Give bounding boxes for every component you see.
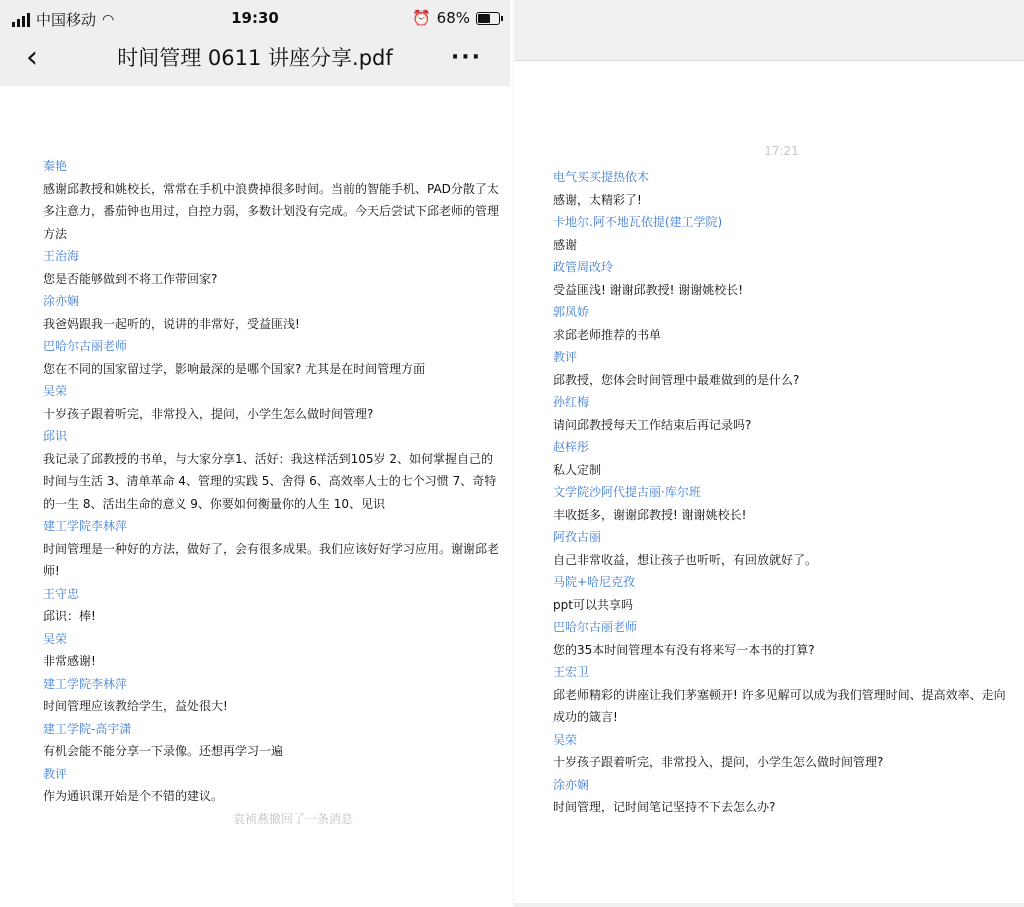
message-text: 我爸妈跟我一起听的，说讲的非常好，受益匪浅! xyxy=(43,316,300,331)
message xyxy=(43,155,503,245)
message xyxy=(43,628,503,673)
message-text: 时间管理应该教给学生，益处很大! xyxy=(43,699,228,713)
message-sender: 电气买买提热依木 xyxy=(553,170,650,184)
message-sender: 吴荣 xyxy=(553,732,578,747)
status-bar xyxy=(0,0,510,36)
status-time: 19:30 xyxy=(231,9,279,27)
message-sender: 王治海 xyxy=(43,249,80,263)
message xyxy=(43,718,503,763)
message-text: 有机会能不能分享一下录像。还想再学习一遍 xyxy=(43,744,284,758)
message-sender: 教评 xyxy=(43,766,68,781)
message-sender: 政管周改玲 xyxy=(553,260,614,274)
message-sender: 卡地尔.阿不地瓦依提(建工学院) xyxy=(553,215,723,229)
message-sender: 巴哈尔古丽老师 xyxy=(553,620,638,634)
message xyxy=(553,571,1015,616)
message-sender: 教评 xyxy=(553,350,578,364)
message xyxy=(553,661,1015,729)
message-text: 邱识：棒! xyxy=(43,609,96,623)
right-message-list xyxy=(553,166,1015,819)
message-sender: 文学院沙阿代提古丽·库尔班 xyxy=(553,485,701,499)
recall-notice: 袁祯燕撤回了一条消息 xyxy=(232,811,353,826)
document-title: 时间管理 0611 讲座分享.pdf xyxy=(117,46,393,70)
message-sender: 王宏卫 xyxy=(553,665,590,679)
message-text: 作为通识课开始是个不错的建议。 xyxy=(43,789,224,803)
wifi-icon: ◠ xyxy=(102,11,115,28)
message xyxy=(553,774,1015,819)
right-screenshot xyxy=(514,0,1024,907)
alarm-icon: ⏰ xyxy=(411,9,431,27)
message xyxy=(553,211,1015,256)
message-sender: 建工学院李林萍 xyxy=(43,676,128,691)
message-sender: 郭凤娇 xyxy=(553,305,590,319)
message-text: 我记录了邱教授的书单，与大家分享1、活好：我这样活到105岁 2、如何掌握自己的时间与生活 3、清单革命 4、管理的实践 5、舍得 6、高效率人士的七个习惯 7、奇特的一生 8、活出生命的意义 9、你要如何衡量你的人生 10、见识 xyxy=(43,451,497,511)
message-sender: 秦艳 xyxy=(43,159,68,173)
message-sender: 马院+哈尼克孜 xyxy=(553,575,636,589)
message xyxy=(553,729,1015,774)
bottom-edge xyxy=(514,903,1024,907)
message-text: 十岁孩子跟着听完，非常投入，提问，小学生怎么做时间管理? xyxy=(553,755,884,769)
message xyxy=(553,256,1015,301)
message-text: 十岁孩子跟着听完，非常投入，提问，小学生怎么做时间管理? xyxy=(43,406,374,421)
message-text: 感谢 xyxy=(553,237,578,252)
message xyxy=(43,673,503,718)
message-text: 受益匪浅! 谢谢邱教授! 谢谢姚校长! xyxy=(553,282,744,297)
battery-percent: 68% xyxy=(436,9,470,27)
message xyxy=(553,346,1015,391)
message xyxy=(553,436,1015,481)
message xyxy=(553,301,1015,346)
left-message-list xyxy=(43,155,503,830)
message xyxy=(43,290,503,335)
message xyxy=(43,380,503,425)
message-sender: 赵梓彤 xyxy=(553,440,590,454)
message-text: 感谢，太精彩了! xyxy=(553,192,642,207)
message xyxy=(43,763,503,808)
message-text: 邱教授，您体会时间管理中最难做到的是什么? xyxy=(553,372,800,387)
message-text: 您的35本时间管理本有没有将来写一本书的打算? xyxy=(553,642,815,657)
message-sender: 王守忠 xyxy=(43,586,80,601)
message xyxy=(43,583,503,628)
message xyxy=(553,391,1015,436)
message-text: 丰收挺多，谢谢邱教授! 谢谢姚校长! xyxy=(553,507,747,522)
message xyxy=(43,515,503,583)
message-sender: 建工学院李林萍 xyxy=(43,519,128,533)
status-right xyxy=(412,9,500,27)
message-text: 私人定制 xyxy=(553,462,602,477)
message-text: 求邱老师推荐的书单 xyxy=(553,327,662,342)
message-text: 非常感谢! xyxy=(43,654,96,668)
message-sender: 建工学院-高宇潇 xyxy=(43,721,132,736)
message-text: 您是否能够做到不将工作带回家? xyxy=(43,271,218,286)
message xyxy=(43,335,503,380)
back-icon[interactable]: ‹ xyxy=(26,40,38,75)
message-text: 邱老师精彩的讲座让我们茅塞顿开! 许多见解可以成为我们管理时间、提高效率、走向成功的箴言! xyxy=(553,687,1006,724)
phone-header xyxy=(0,0,510,86)
message xyxy=(553,481,1015,526)
nav-bar xyxy=(0,36,510,82)
message xyxy=(43,425,503,515)
message xyxy=(553,616,1015,661)
message-text: 您在不同的国家留过学，影响最深的是哪个国家? 尤其是在时间管理方面 xyxy=(43,361,426,376)
message-sender: 吴荣 xyxy=(43,384,68,398)
right-header-area xyxy=(514,0,1024,60)
message-text: 感谢邱教授和姚校长，常常在手机中浪费掉很多时间。当前的智能手机、PAD分散了太多注意力，番茄钟也用过，自控力弱，多数计划没有完成。今天后尝试下邱老师的管理方法 xyxy=(43,181,500,241)
chat-timestamp: 17:21 xyxy=(764,144,799,158)
more-options-icon[interactable]: ··· xyxy=(450,45,482,70)
message-text: ppt可以共享吗 xyxy=(553,597,633,612)
message-text: 自己非常收益，想让孩子也听听，有回放就好了。 xyxy=(553,552,818,567)
message-sender: 吴荣 xyxy=(43,631,68,646)
message-sender: 巴哈尔古丽老师 xyxy=(43,339,128,353)
message xyxy=(43,245,503,290)
message-text: 时间管理是一种好的方法，做好了，会有很多成果。我们应该好好学习应用。谢谢邱老师! xyxy=(43,541,500,578)
carrier-label: 中国移动 xyxy=(36,11,97,29)
divider xyxy=(514,60,1024,61)
battery-icon xyxy=(476,12,500,25)
message-text: 请问邱教授每天工作结束后再记录吗? xyxy=(553,417,752,432)
message xyxy=(553,166,1015,211)
message-sender: 涂亦娴 xyxy=(43,294,80,308)
message-text: 时间管理，记时间笔记坚持不下去怎么办? xyxy=(553,800,776,814)
message-sender: 涂亦娴 xyxy=(553,777,590,792)
message-sender: 孙红梅 xyxy=(553,395,590,409)
message-sender: 邱识 xyxy=(43,429,68,443)
message-sender: 阿孜古丽 xyxy=(553,530,602,544)
message xyxy=(553,526,1015,571)
